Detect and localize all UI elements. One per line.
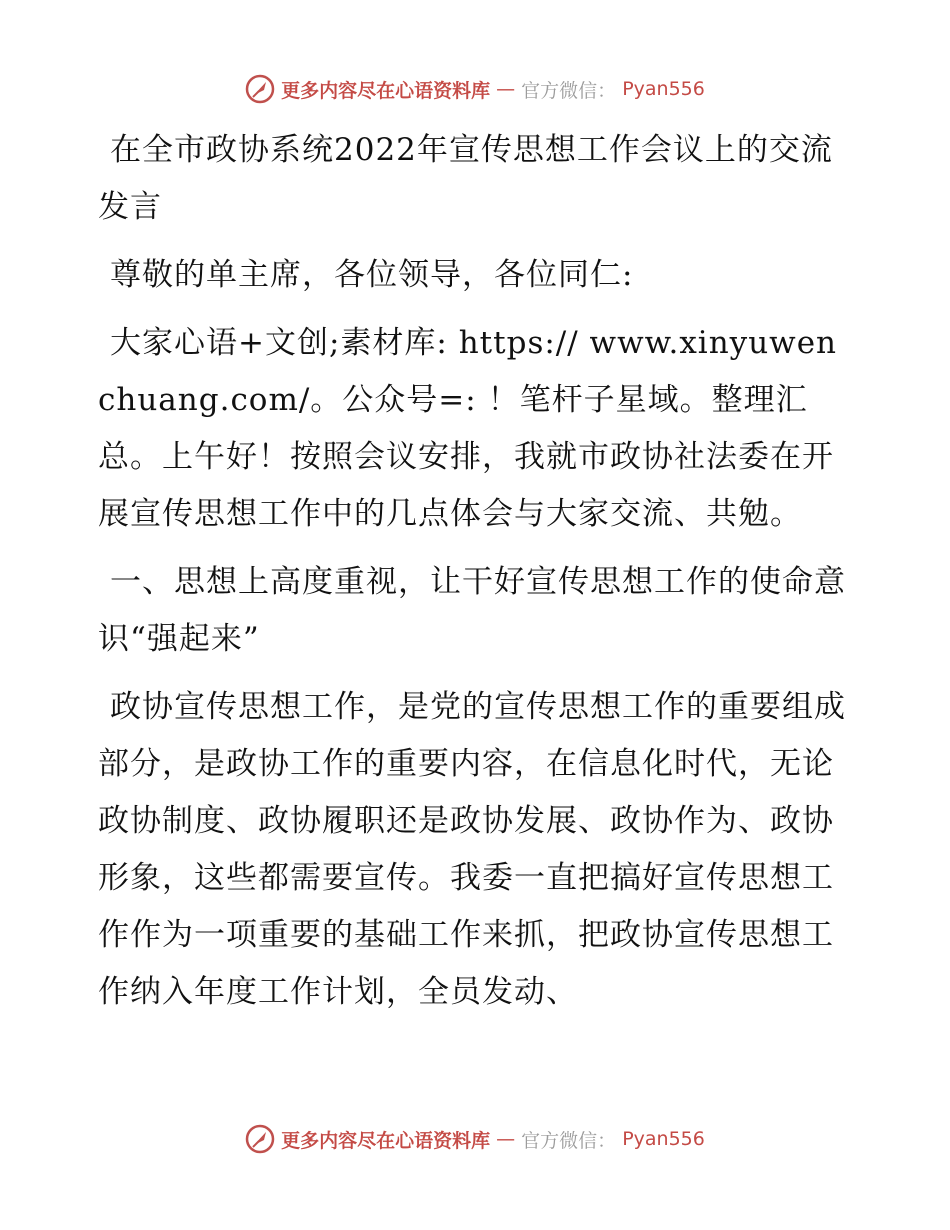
- paragraph-intro: 大家心语+文创;素材库: https:// www.xinyuwenchuang.com/。公众号=: ！笔杆子星域。整理汇总。上午好！按照会议安排，我就市政协社法委在开展宣传思想工作中的几点体会与大家交流、共勉。: [98, 325, 838, 532]
- paragraph-body: 政协宣传思想工作，是党的宣传思想工作的重要组成部分，是政协工作的重要内容，在信息化时代，无论政协制度、政协履职还是政协发展、政协作为、政协形象，这些都需要宣传。我委一直把搞好宣传思想工作作为一项重要的基础工作来抓，把政协宣传思想工作纳入年度工作计划，全员发动、: [98, 689, 846, 1010]
- section-heading-1: 一、思想上高度重视，让干好宣传思想工作的使命意识“强起来”: [98, 564, 846, 657]
- watermark-main-text: 更多内容尽在心语资料库: [281, 1129, 491, 1152]
- greeting: 尊敬的单主席，各位领导，各位同仁:: [110, 257, 634, 293]
- document-title: 在全市政协系统2022年宣传思想工作会议上的交流发言: [98, 132, 833, 225]
- watermark-dash: —: [496, 78, 516, 100]
- watermark-official-label: 官方微信：: [521, 79, 617, 102]
- quill-logo-icon: [245, 1124, 275, 1154]
- document-body: [98, 122, 850, 1021]
- watermark-main-text: 更多内容尽在心语资料库: [281, 79, 491, 102]
- watermark-dash: —: [496, 1128, 516, 1150]
- watermark-wechat-id: Pyan556: [622, 1128, 705, 1150]
- watermark-official-label: 官方微信：: [521, 1129, 617, 1152]
- watermark-wechat-id: Pyan556: [622, 78, 705, 100]
- header-watermark: [0, 74, 950, 104]
- footer-watermark: [0, 1124, 950, 1154]
- quill-logo-icon: [245, 74, 275, 104]
